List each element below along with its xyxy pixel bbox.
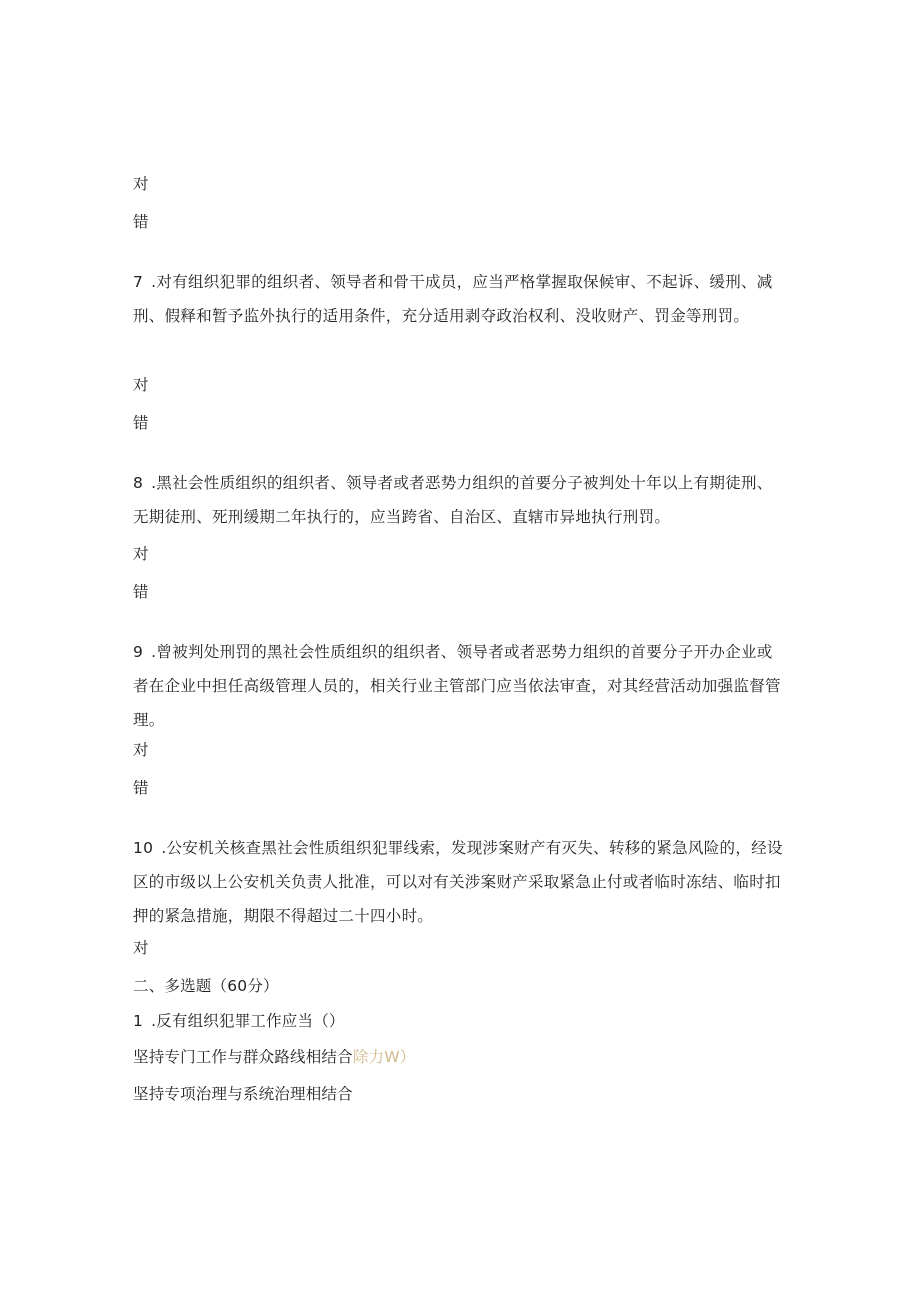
mq1-option-1-text: 坚持专门工作与群众路线相结合 [133, 1048, 353, 1066]
question-10-text: .公安机关核查黑社会性质组织犯罪线索，发现涉案财产有灭失、转移的紧急风险的，经设区的市级以上公安机关负责人批准，可以对有关涉案财产采取紧急止付或者临时冻结、临时扣押的紧急措施，期限不得超过二十四小时。 [133, 839, 783, 925]
multi-question-1 [133, 1011, 345, 1031]
q6-option-false: 错 [133, 213, 149, 231]
multi-question-1-number: 1 [133, 1012, 144, 1030]
q6-option-true: 对 [133, 175, 149, 193]
question-7 [133, 265, 783, 333]
question-9-number: 9 [133, 643, 144, 661]
q7-option-false: 错 [133, 414, 149, 432]
q9-option-false: 错 [133, 779, 149, 797]
q8-option-false: 错 [133, 583, 149, 601]
q10-option-true: 对 [133, 939, 149, 957]
question-9-text: .曾被判处刑罚的黑社会性质组织的组织者、领导者或者恶势力组织的首要分子开办企业或者在企业中担任高级管理人员的，相关行业主管部门应当依法审查，对其经营活动加强监督管理。 [133, 643, 781, 729]
question-10 [133, 831, 783, 933]
question-8 [133, 466, 783, 534]
question-7-text: .对有组织犯罪的组织者、领导者和骨干成员，应当严格掌握取保候审、不起诉、缓刑、减刑、假释和暂予监外执行的适用条件，充分适用剥夺政治权利、没收财产、罚金等刑罚。 [133, 273, 773, 325]
question-7-number: 7 [133, 273, 144, 291]
mq1-option-1 [133, 1047, 415, 1067]
q8-option-true: 对 [133, 545, 149, 563]
mq1-option-2: 坚持专项治理与系统治理相结合 [133, 1085, 353, 1103]
q7-option-true: 对 [133, 376, 149, 394]
question-8-number: 8 [133, 474, 144, 492]
section-title: 二、多选题（60分） [133, 977, 279, 995]
question-10-number: 10 [133, 839, 154, 857]
scan-noise-text: 除力W） [352, 1048, 416, 1066]
q9-option-true: 对 [133, 741, 149, 759]
question-9 [133, 635, 783, 737]
multi-question-1-text: .反有组织犯罪工作应当（） [151, 1012, 345, 1030]
question-8-text: .黑社会性质组织的组织者、领导者或者恶势力组织的首要分子被判处十年以上有期徒刑、无期徒刑、死刑缓期二年执行的，应当跨省、自治区、直辖市异地执行刑罚。 [133, 474, 773, 526]
